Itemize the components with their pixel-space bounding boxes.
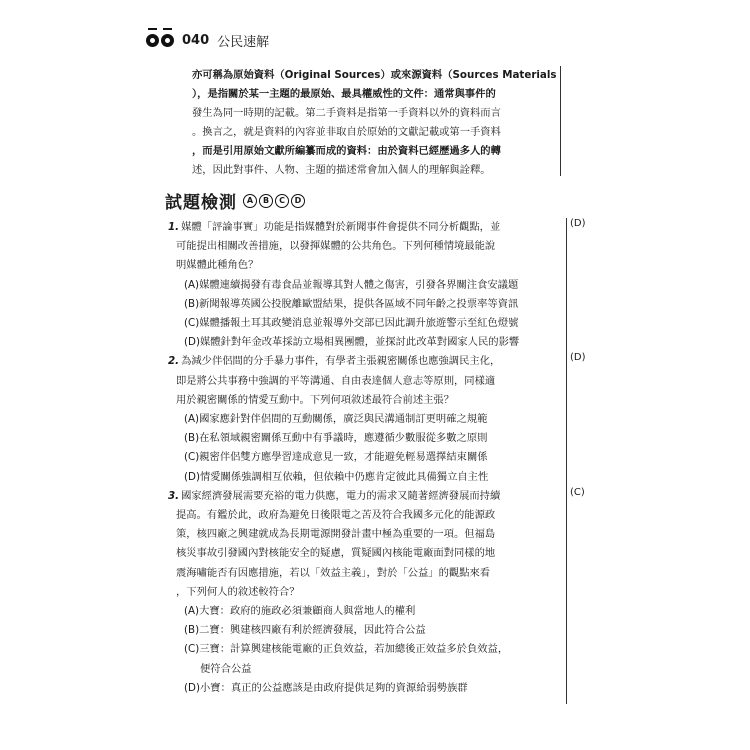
- question-stem-line: 震海嘯能否有因應措施，若以「效益主義」，對於「公益」的觀點來看: [176, 566, 491, 579]
- badge-d-icon: D: [291, 194, 305, 208]
- question-list: [168, 218, 563, 698]
- question-stem-line: 提高。有鑑於此，政府為避免日後限電之苦及符合我國多元化的能源政: [176, 509, 496, 522]
- question-stem-line: 用於親密關係的情愛互動中。下列何項敘述最符合前述主張？: [176, 393, 455, 406]
- section-heading: [165, 188, 307, 213]
- answer-option: (B)新聞報導英國公投脫離歐盟結果，提供各區域不同年齡之投票率等資訊: [184, 297, 519, 310]
- question-stem-line: 3. 國家經濟發展需要充裕的電力供應，電力的需求又隨著經濟發展而持續: [168, 489, 501, 502]
- badge-c-icon: C: [275, 194, 289, 208]
- intro-paragraph: [192, 66, 558, 181]
- question-number: 1.: [168, 221, 180, 233]
- answer-option: (A)媒體連續揭發有毒食品並報導其對人體之傷害，引發各界關注食安議題: [184, 278, 519, 291]
- question-item: [168, 487, 563, 698]
- answer-option: (C)親密伴侶雙方應學習達成意見一致，才能避免輕易選擇結束關係: [184, 451, 488, 464]
- question-number: 2.: [168, 355, 180, 368]
- page-number: 040: [182, 32, 210, 48]
- answer-column-rule: [566, 218, 567, 704]
- answer-option: (D)小寶：真正的公益應該是由政府提供足夠的資源給弱勢族群: [184, 681, 468, 694]
- intro-line: 發生為同一時期的記載。第二手資料是指第一手資料以外的資料而言: [192, 107, 501, 120]
- intro-line: 亦可稱為原始資料（Original Sources）或來源資料（Sources Materials: [192, 69, 557, 81]
- question-stem-line: 明媒體此種角色？: [176, 259, 259, 272]
- answer-option: (A)國家應針對伴侶間的互動關係，廣泛與民溝通制訂更明確之規範: [184, 413, 488, 426]
- publisher-logo-icon: [146, 34, 176, 47]
- intro-line: 。換言之，就是資料的內容並非取自於原始的文獻記載或第一手資料: [192, 126, 501, 139]
- question-item: [168, 352, 563, 486]
- question-stem-line: 2. 為減少伴侶間的分手暴力事件，有學者主張親密關係也應強調民主化，: [168, 355, 501, 368]
- question-number: 3.: [168, 489, 180, 502]
- intro-line: ，而是引用原始文獻所編纂而成的資料：由於資料已經歷過多人的轉: [192, 145, 501, 158]
- question-item: [168, 218, 563, 352]
- intro-line: ），是指關於某一主題的最原始、最具權威性的文件：通常與事件的: [192, 88, 496, 101]
- answer-key: (D): [570, 218, 586, 229]
- answer-option: 便符合公益: [200, 662, 252, 675]
- badge-a-icon: A: [243, 194, 257, 208]
- answer-option: (D)情愛關係強調相互依賴，但依賴中仍應肯定彼此具備獨立自主性: [184, 470, 489, 483]
- answer-option: (A)大寶：政府的施政必須兼顧商人與當地人的權利: [184, 605, 416, 618]
- question-stem-line: 即是將公共事務中強調的平等溝通、自由表達個人意志等原則，同樣適: [176, 374, 496, 387]
- answer-option: (C)三寶：計算興建核能電廠的正負效益，若加總後正效益多於負效益，: [184, 643, 509, 656]
- margin-rule: [560, 66, 561, 176]
- question-stem-line: 1. 媒體「評論事實」功能是指媒體對於新聞事件會提供不同分析觀點，並: [168, 221, 501, 233]
- question-stem-line: 策，核四廠之興建就成為長期電源開發計畫中極為重要的一項。但福島: [176, 528, 496, 541]
- question-stem-line: 可能提出相關改善措施，以發揮媒體的公共角色。下列何種情境最能說: [176, 240, 496, 253]
- answer-option: (D)媒體針對年金改革採訪立場相異團體，並探討此改革對國家人民的影響: [184, 336, 520, 349]
- question-stem-line: 核災事故引發國內對核能安全的疑慮，質疑國內核能電廠面對同樣的地: [176, 547, 496, 560]
- answer-key: (D): [570, 352, 586, 364]
- header-title: 公民速解: [217, 34, 270, 50]
- difficulty-badges: [243, 194, 307, 208]
- answer-option: (C)媒體播報土耳其政變消息並報導外交部已因此調升旅遊警示至紅色燈號: [184, 317, 519, 330]
- answer-key: (C): [570, 486, 585, 498]
- badge-b-icon: B: [259, 194, 273, 208]
- answer-option: (B)在私領域親密關係互動中有爭議時，應遵循少數服從多數之原則: [184, 432, 488, 445]
- answer-option: (B)二寶：興建核四廠有利於經濟發展，因此符合公益: [184, 624, 426, 637]
- section-title: 試題檢測: [165, 193, 237, 213]
- intro-line: 述，因此對事件、人物、主題的描述常會加入個人的理解與詮釋。: [192, 164, 491, 177]
- page-header: [146, 30, 269, 50]
- question-stem-line: ，下列何人的敘述較符合？: [176, 585, 300, 598]
